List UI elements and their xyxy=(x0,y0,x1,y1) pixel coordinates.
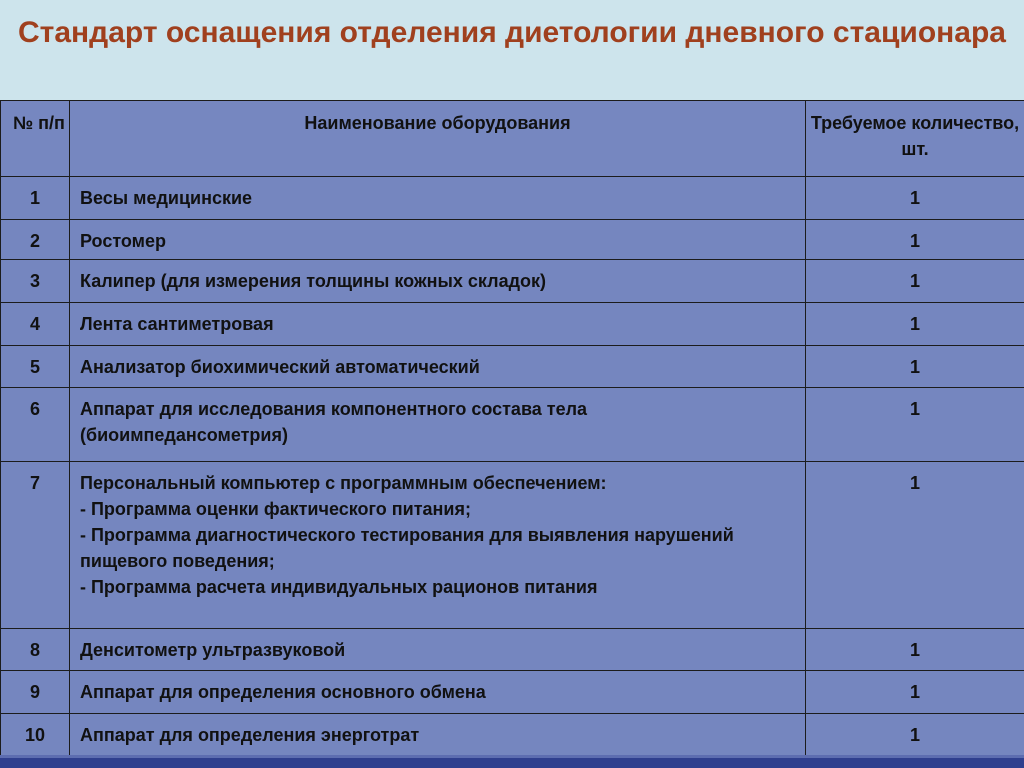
table-row xyxy=(1,303,1024,346)
row-quantity: 1 xyxy=(806,629,1024,671)
table-header-row xyxy=(1,101,1024,177)
bottom-decorative-band xyxy=(0,755,1024,768)
row-quantity: 1 xyxy=(806,303,1024,346)
row-number: 1 xyxy=(1,177,70,220)
row-number: 7 xyxy=(1,462,70,629)
row-number: 3 xyxy=(1,260,70,303)
table-row xyxy=(1,346,1024,388)
row-equipment-name: Персональный компьютер с программным обеспечением: - Программа оценки фактического питания; - Программа диагностического тестирования для выявления нарушений пищевого поведения; - Программа расчета индивидуальных рационов питания xyxy=(70,462,806,629)
table-row xyxy=(1,629,1024,671)
row-quantity: 1 xyxy=(806,260,1024,303)
row-equipment-name: Аппарат для исследования компонентного состава тела (биоимпедансометрия) xyxy=(70,388,806,462)
row-number: 6 xyxy=(1,388,70,462)
row-number: 8 xyxy=(1,629,70,671)
row-number: 2 xyxy=(1,220,70,260)
equipment-table-container xyxy=(0,100,1024,755)
row-equipment-name: Анализатор биохимический автоматический xyxy=(70,346,806,388)
slide-title: Стандарт оснащения отделения диетологии дневного стационара xyxy=(18,16,1006,49)
row-equipment-name: Калипер (для измерения толщины кожных складок) xyxy=(70,260,806,303)
table-row xyxy=(1,671,1024,714)
row-equipment-name: Денситометр ультразвуковой xyxy=(70,629,806,671)
header-equipment-name: Наименование оборудования xyxy=(70,101,806,177)
row-quantity: 1 xyxy=(806,220,1024,260)
row-number: 5 xyxy=(1,346,70,388)
row-number: 10 xyxy=(1,714,70,757)
row-quantity: 1 xyxy=(806,346,1024,388)
row-equipment-name: Ростомер xyxy=(70,220,806,260)
header-quantity: Требуемое количество, шт. xyxy=(806,101,1024,177)
row-quantity: 1 xyxy=(806,462,1024,629)
table-row xyxy=(1,220,1024,260)
row-equipment-name: Весы медицинские xyxy=(70,177,806,220)
row-quantity: 1 xyxy=(806,714,1024,757)
table-row xyxy=(1,177,1024,220)
row-equipment-name: Аппарат для определения основного обмена xyxy=(70,671,806,714)
table-row xyxy=(1,462,1024,629)
equipment-table xyxy=(0,100,1024,757)
row-number: 9 xyxy=(1,671,70,714)
row-number: 4 xyxy=(1,303,70,346)
row-quantity: 1 xyxy=(806,671,1024,714)
row-quantity: 1 xyxy=(806,177,1024,220)
table-row xyxy=(1,714,1024,757)
table-row xyxy=(1,388,1024,462)
row-quantity: 1 xyxy=(806,388,1024,462)
row-equipment-name: Лента сантиметровая xyxy=(70,303,806,346)
header-number: № п/п xyxy=(1,101,70,177)
row-equipment-name: Аппарат для определения энерготрат xyxy=(70,714,806,757)
table-row xyxy=(1,260,1024,303)
